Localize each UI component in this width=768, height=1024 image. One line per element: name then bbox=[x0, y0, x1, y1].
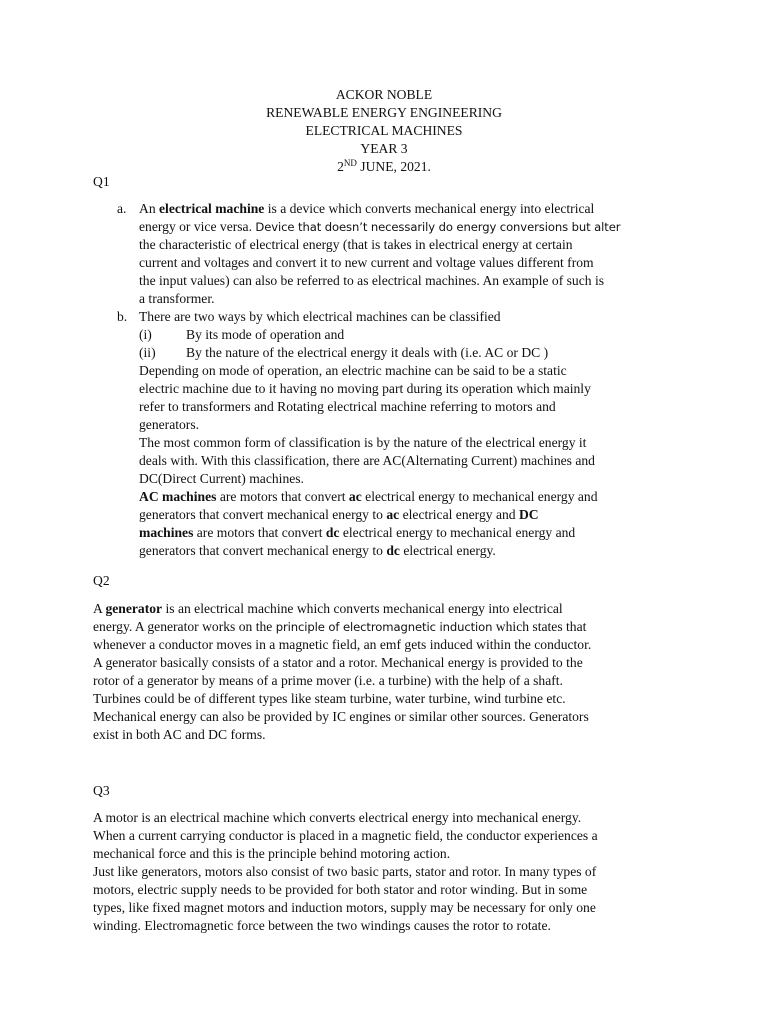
item-a-marker: a. bbox=[117, 201, 127, 216]
item-b-marker: b. bbox=[117, 309, 128, 324]
question-3-label: Q3 bbox=[93, 783, 110, 798]
program-name: RENEWABLE ENERGY ENGINEERING bbox=[266, 105, 502, 120]
list-item-ii: (ii) By the nature of the electrical energy it deals with (i.e. AC or DC ) bbox=[139, 345, 549, 360]
course-name: ELECTRICAL MACHINES bbox=[305, 123, 463, 138]
q2-answer: A generator is an electrical machine which converts mechanical energy into electrical energy. A generator works on the principle of electromagnetic induction which states that whenever a conductor moves in a magnetic field, an emf gets induced within the conductor. A generator basically consists of a stator and a rotor. Mechanical energy is provided to the rotor of a generator by means of a prime mover (i.e. a turbine) with the help of a shaft. Turbines could be of different types like steam turbine, water turbine, wind turbine etc. Mechanical energy can also be provided by IC engines or similar other sources. Generators exist in both AC and DC forms. bbox=[93, 601, 592, 742]
q3-answer: A motor is an electrical machine which converts electrical energy into mechanical energy. When a current carrying conductor is placed in a magnetic field, the conductor experiences a mechanical force and this is the principle behind motoring action. Just like generators, motors also consist of two basic parts, stator and rotor. In many types of motors, electric supply needs to be provided for both stator and rotor winding. But in some types, like fixed magnet motors and induction motors, supply may be necessary for only one winding. Electromagnetic force between the two windings causes the rotor to rotate. bbox=[93, 810, 598, 933]
author-name: ACKOR NOBLE bbox=[335, 87, 433, 102]
question-2-label: Q2 bbox=[93, 573, 110, 588]
document-header bbox=[0, 86, 768, 176]
question-1-label: Q1 bbox=[93, 174, 110, 189]
term-electrical-machine: electrical machine bbox=[159, 201, 265, 216]
q1-answer-b-intro: There are two ways by which electrical machines can be classified bbox=[139, 309, 501, 324]
term-generator: generator bbox=[105, 601, 163, 616]
date-line: 2ND JUNE, 2021. bbox=[337, 158, 431, 174]
q1-answer-b-body: Depending on mode of operation, an electric machine can be said to be a static electric machine due to it having no moving part during its operation which mainly refer to transformers and Rotating electrical machine referring to motors and generators. The most common form of classification is by the nature of the electrical energy it deals with. With this classification, there are AC(Alternating Current) machines and DC(Direct Current) machines. AC machines are motors that convert ac electrical energy to mechanical energy and generators that convert mechanical energy to ac electrical energy and DC machines are motors that convert dc electrical energy to mechanical energy and generators that convert mechanical energy to dc electrical energy. bbox=[139, 363, 598, 558]
list-item-i: (i) By its mode of operation and bbox=[139, 327, 345, 342]
q1-answer-a: An electrical machine is a device which converts mechanical energy into electrical energy or vice versa. Device that doesn’t necessarily do energy conversions but alter the characteristic of electrical energy (that is takes in electrical energy at certain current and voltages and convert it to new current and voltage values different from the input values) can also be referred to as electrical machines. An example of such is a transformer. bbox=[139, 201, 621, 306]
year-label: YEAR 3 bbox=[360, 141, 408, 156]
